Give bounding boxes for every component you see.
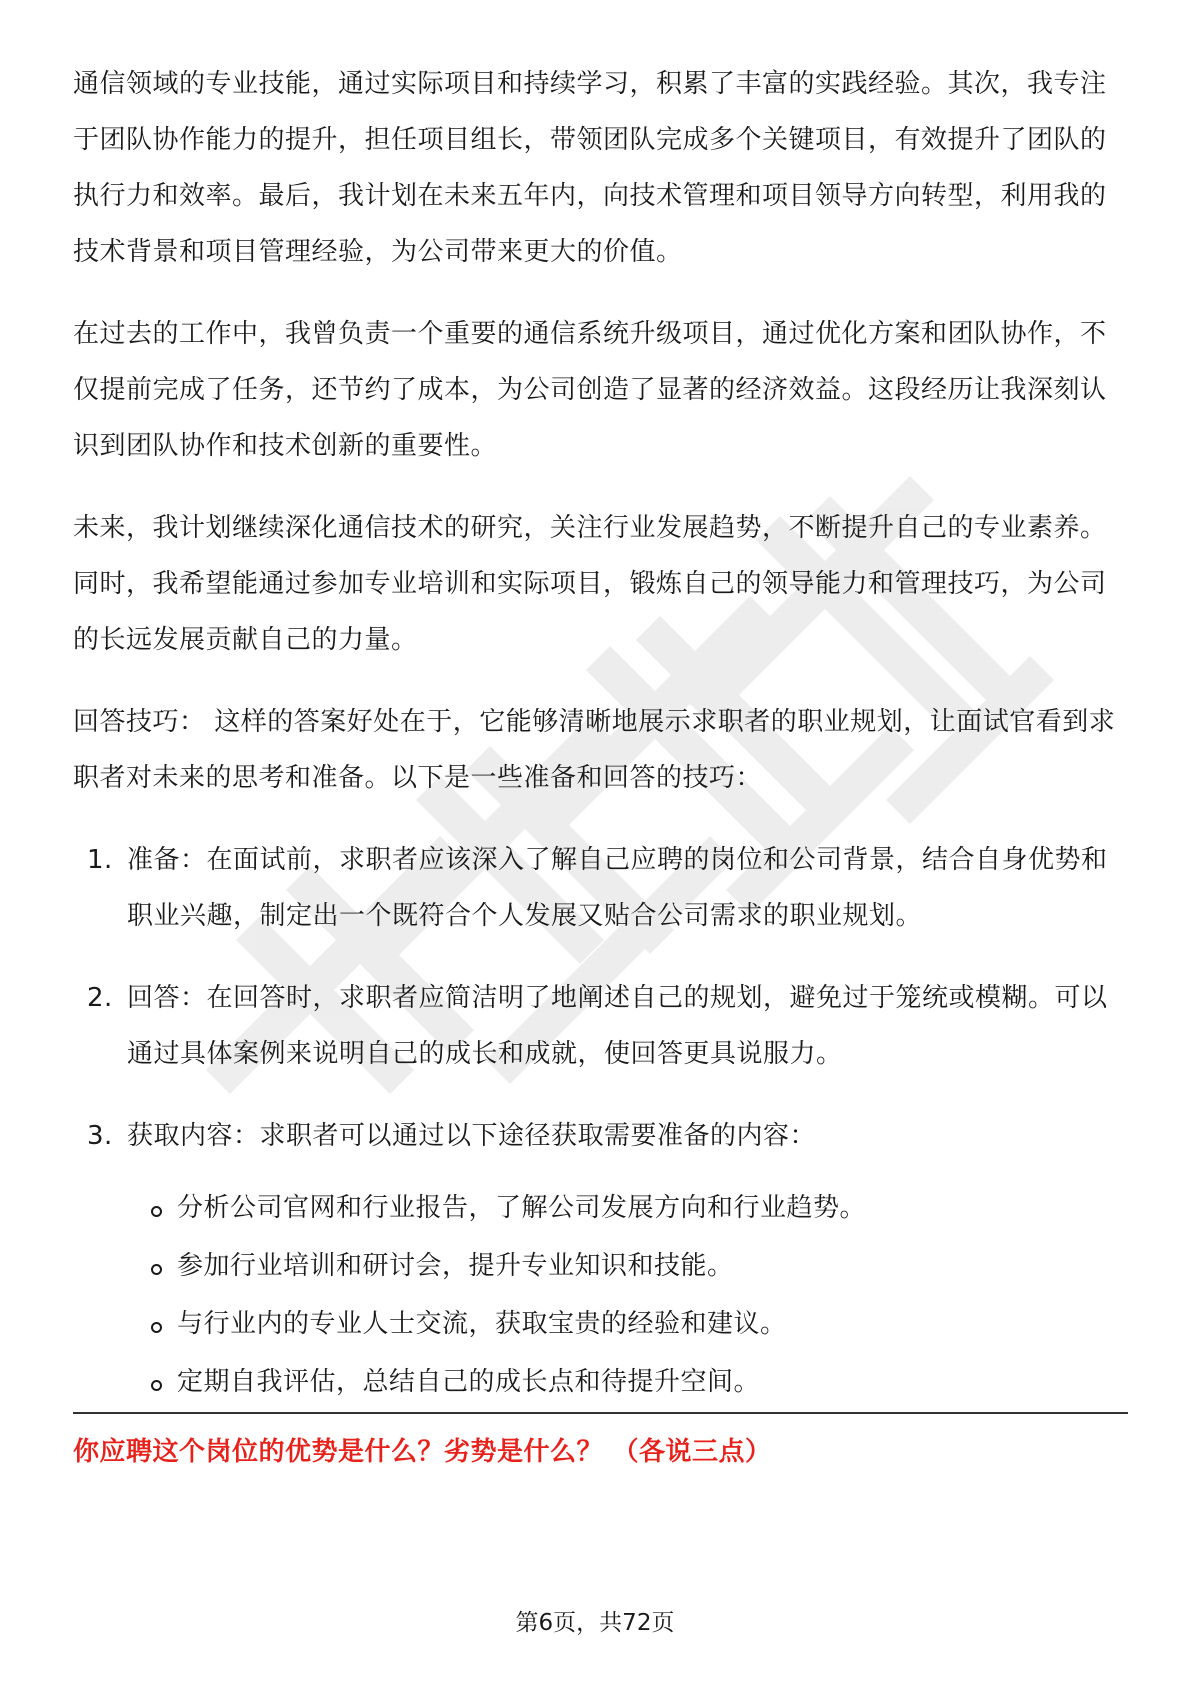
section-divider — [73, 1412, 1128, 1414]
list-number: 2. — [87, 983, 113, 1013]
list-number: 3. — [87, 1121, 113, 1151]
list-item-text: 与行业内的专业人士交流，获取宝贵的经验和建议。 — [177, 1309, 787, 1339]
list-item — [73, 970, 1128, 1082]
page-body — [73, 52, 1128, 1436]
page-number: 第6页，共72页 — [515, 1610, 675, 1636]
paragraph-career-plan: 通信领域的专业技能，通过实际项目和持续学习，积累了丰富的实践经验。其次，我专注于团队协作能力的提升，担任项目组长，带领团队完成多个关键项目，有效提升了团队的执行力和效率。最后，我计划在未来五年内，向技术管理和项目领导方向转型，利用我的技术背景和项目管理经验，为公司带来更大的价值。 — [73, 69, 1107, 267]
list-item-text: 获取内容：求职者可以通过以下途径获取需要准备的内容： — [127, 1121, 817, 1151]
list-item — [73, 1108, 1128, 1410]
list-item — [127, 1180, 1128, 1236]
list-item — [127, 1354, 1128, 1410]
sources-list — [127, 1180, 1128, 1410]
list-number: 1. — [87, 845, 113, 875]
paragraph-past-experience: 在过去的工作中，我曾负责一个重要的通信系统升级项目，通过优化方案和团队协作，不仅提前完成了任务，还节约了成本，为公司创造了显著的经济效益。这段经历让我深刻认识到团队协作和技术创新的重要性。 — [73, 319, 1107, 461]
list-item-text: 准备：在面试前，求职者应该深入了解自己应聘的岗位和公司背景，结合自身优势和职业兴趣，制定出一个既符合个人发展又贴合公司需求的职业规划。 — [127, 845, 1108, 931]
list-item — [127, 1296, 1128, 1352]
list-item — [73, 832, 1128, 944]
bullet-circle-icon — [151, 1264, 162, 1275]
list-item-text: 分析公司官网和行业报告，了解公司发展方向和行业趋势。 — [177, 1193, 867, 1223]
paragraph-answer-tips: 回答技巧： 这样的答案好处在于，它能够清晰地展示求职者的职业规划，让面试官看到求职者对未来的思考和准备。以下是一些准备和回答的技巧： — [73, 707, 1116, 793]
list-item-text: 定期自我评估，总结自己的成长点和待提升空间。 — [177, 1367, 761, 1397]
next-question-heading: 你应聘这个岗位的优势是什么？劣势是什么？ （各说三点） — [73, 1437, 772, 1467]
bullet-circle-icon — [151, 1380, 162, 1391]
list-item-text: 参加行业培训和研讨会，提升专业知识和技能。 — [177, 1251, 734, 1281]
list-item-text: 回答：在回答时，求职者应简洁明了地阐述自己的规划，避免过于笼统或模糊。可以通过具体案例来说明自己的成长和成就，使回答更具说服力。 — [127, 983, 1108, 1069]
bullet-circle-icon — [151, 1322, 162, 1333]
bullet-circle-icon — [151, 1206, 162, 1217]
tips-list — [73, 832, 1128, 1410]
list-item — [127, 1238, 1128, 1294]
paragraph-future-plan: 未来，我计划继续深化通信技术的研究，关注行业发展趋势，不断提升自己的专业素养。同时，我希望能通过参加专业培训和实际项目，锻炼自己的领导能力和管理技巧，为公司的长远发展贡献自己的力量。 — [73, 513, 1107, 655]
